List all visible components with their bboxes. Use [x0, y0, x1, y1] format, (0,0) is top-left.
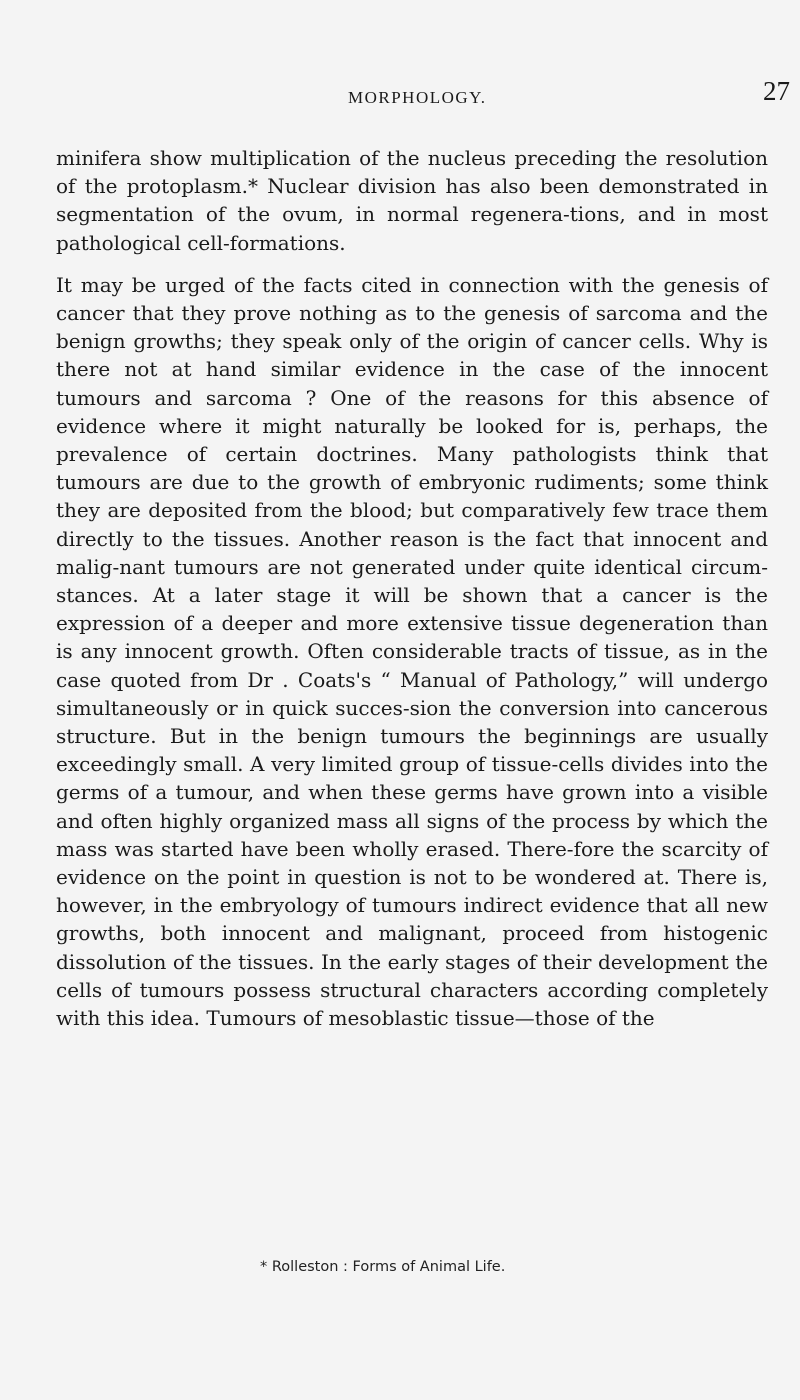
running-head: MORPHOLOGY. — [348, 88, 487, 107]
page-number: 27 — [763, 76, 790, 106]
footnote: * Rolleston : Forms of Animal Life. — [260, 1259, 506, 1275]
body-text — [56, 144, 768, 1032]
paragraph: minifera show multiplication of the nucleus preceding the resolution of the protoplasm.* Nuclear division has also been demonstrated in segmentation of the ovum, in normal regenera-tions, and in most pathological cell-formations. — [56, 146, 768, 255]
paragraph: It may be urged of the facts cited in connection with the genesis of cancer that they prove nothing as to the genesis of sarcoma and the benign growths; they speak only of the origin of cancer cells. Why is there not at hand similar evidence in the case of the innocent tumours and sarcoma ? One of the reasons for this absence of evidence where it might naturally be looked for is, perhaps, the prevalence of certain doctrines. Many pathologists think that tumours are due to the growth of embryonic rudiments; some think they are deposited from the blood; but comparatively few trace them directly to the tissues. Another reason is the fact that innocent and malig-nant tumours are not generated under quite identical circum-stances. At a later stage it will be shown that a cancer is the expression of a deeper and more extensive tissue degeneration than is any innocent growth. Often considerable tracts of tissue, as in the case quoted from Dr . Coats's “ Manual of Pathology,” will undergo simultaneously or in quick succes-sion the conversion into cancerous structure. But in the benign tumours the beginnings are usually exceedingly small. A very limited group of tissue-cells divides into the germs of a tumour, and when these germs have grown into a visible and often highly organized mass all signs of the process by which the mass was started have been wholly erased. There-fore the scarcity of evidence on the point in question is not to be wondered at. There is, however, in the embryology of tumours indirect evidence that all new growths, both innocent and malignant, proceed from histogenic dissolution of the tissues. In the early stages of their development the cells of tumours possess structural characters according completely with this idea. Tumours of mesoblastic tissue—those of the — [56, 272, 768, 1031]
